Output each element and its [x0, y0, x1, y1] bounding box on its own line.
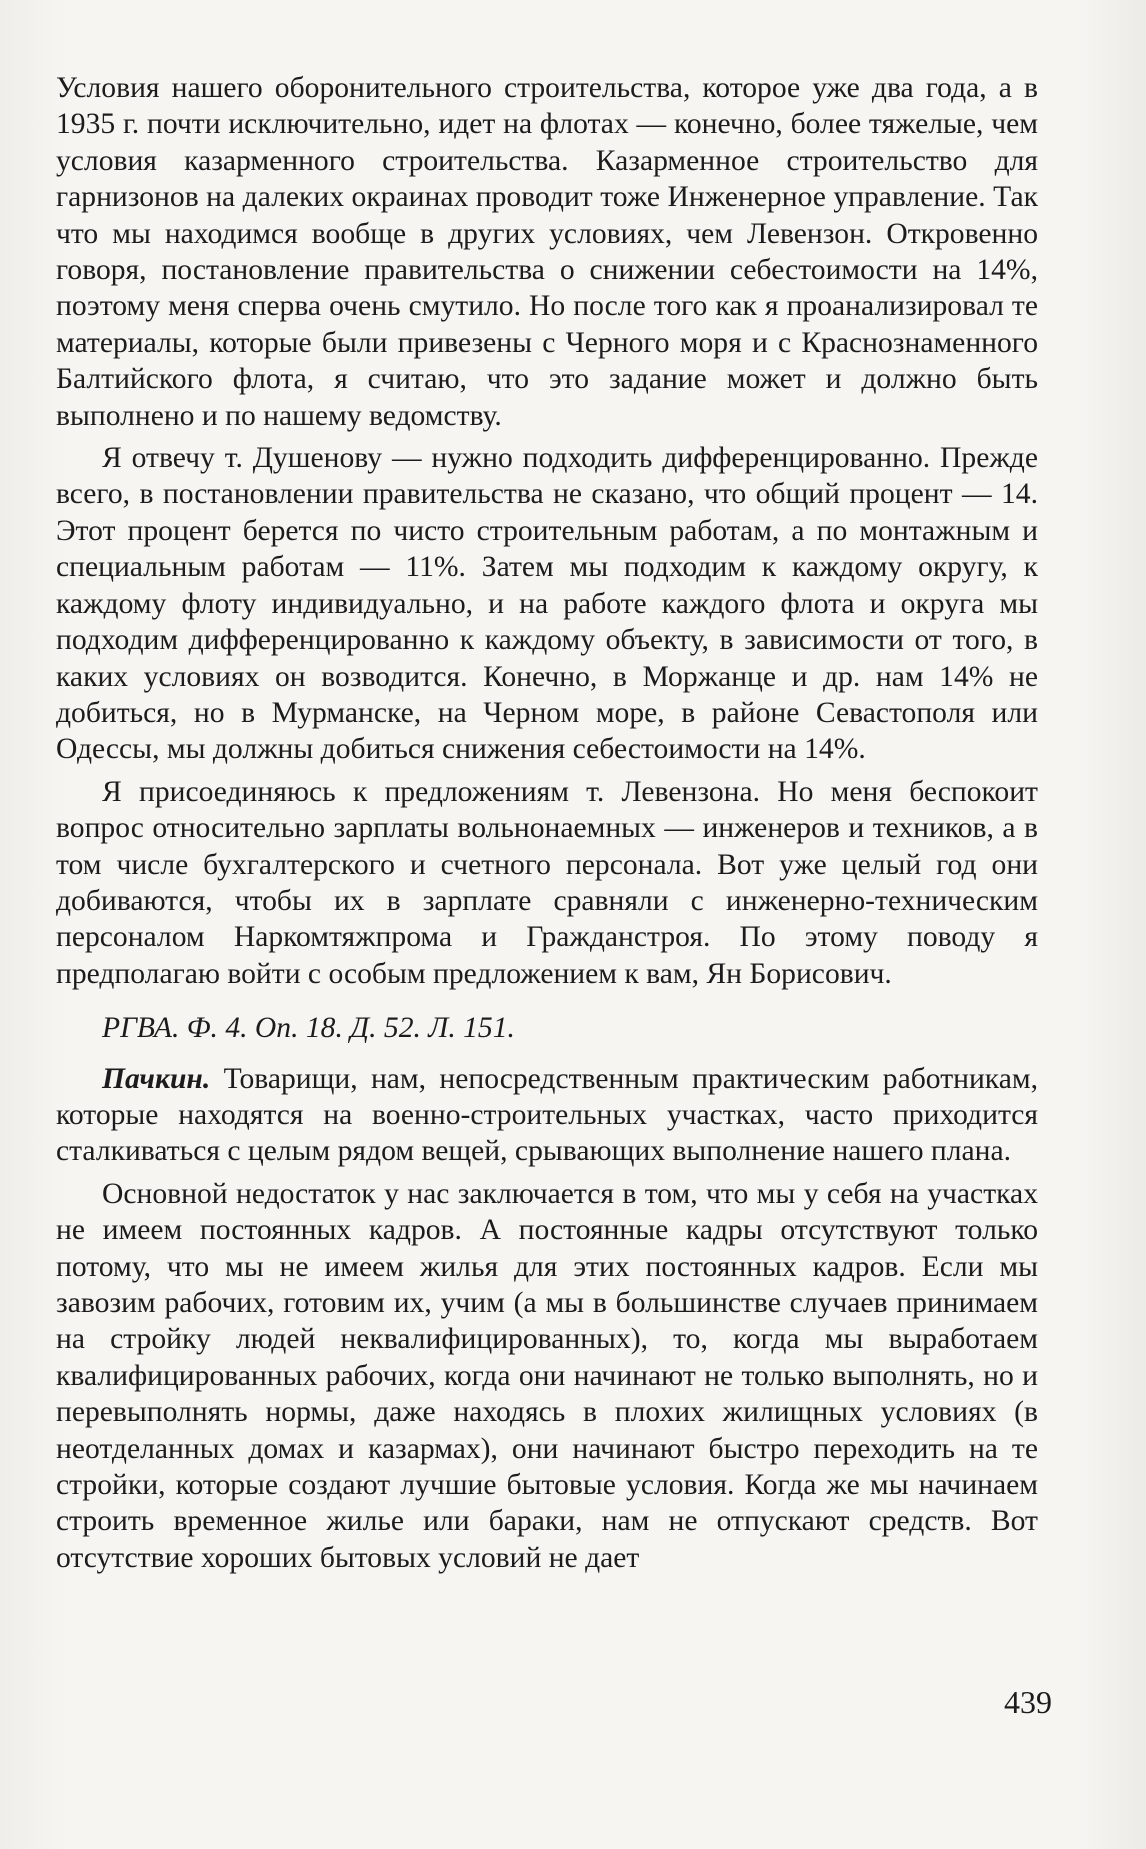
- paragraph-3: Я присоединяюсь к предложениям т. Левензона. Но меня беспокоит вопрос относительно зарплаты вольнонаемных — инженеров и техников, а в том числе бухгалтерского и счетного персонала. Вот уже целый год они добиваются, чтобы их в зарплате сравняли с инженерно-техническим персоналом Наркомтяжпрома и Гражданстроя. По этому поводу я предполагаю войти с особым предложением к вам, Ян Борисович.: [56, 775, 1038, 990]
- text-column: [56, 70, 1038, 1582]
- speaker-paragraph: [56, 1061, 1038, 1170]
- archive-reference: РГВА. Ф. 4. Оп. 18. Д. 52. Л. 151.: [102, 1012, 515, 1045]
- paragraph-closing: Основной недостаток у нас заключается в том, что мы у себя на участках не имеем постоянных кадров. А постоянные кадры отсутствуют только потому, что мы не имеем жилья для этих постоянных кадров. Если мы завозим рабочих, готовим их, учим (а мы в большинстве случаев принимаем на стройку людей неквалифицированных), то, когда мы выработаем квалифицированных рабочих, когда они начинают не только выполнять, но и перевыполнять нормы, даже находясь в плохих жилищных условиях (в неотделанных домах и казармах), они начинают быстро переходить на те стройки, которые создают лучшие бытовые условия. Когда же мы начинаем строить временное жилье или бараки, нам не отпускают средств. Вот отсутствие хороших бытовых условий не дает: [56, 1177, 1038, 1574]
- speaker-name: Пачкин.: [102, 1062, 211, 1095]
- page-number: 439: [1004, 1684, 1052, 1720]
- speaker-text: Товарищи, нам, непосредственным практическим работникам, которые находятся на военно-строительных участках, часто приходится сталкиваться с целым рядом вещей, срывающих выполнение нашего плана.: [56, 1062, 1038, 1168]
- paragraph-1: Условия нашего оборонительного строительства, которое уже два года, а в 1935 г. почти исключительно, идет на флотах — конечно, более тяжелые, чем условия казарменного строительства. Казарменное строительство для гарнизонов на далеких окраинах проводит тоже Инженерное управление. Так что мы находимся вообще в других условиях, чем Левензон. Откровенно говоря, постановление правительства о снижении себестоимости на 14%, поэтому меня сперва очень смутило. Но после того как я проанализировал те материалы, которые были привезены с Черного моря и с Краснознаменного Балтийского флота, я считаю, что это задание может и должно быть выполнено и по нашему ведомству.: [56, 72, 1038, 432]
- paragraph-2: Я отвечу т. Душенову — нужно подходить дифференцированно. Прежде всего, в постановлении правительства не сказано, что общий процент — 14. Этот процент берется по чисто строительным работам, а по монтажным и специальным работам — 11%. Затем мы подходим к каждому округу, к каждому флоту индивидуально, и на работе каждого флота и округа мы подходим дифференцированно к каждому объекту, в зависимости от того, в каких условиях он возводится. Конечно, в Моржанце и др. нам 14% не добиться, но в Мурманске, на Черном море, в районе Севастополя или Одессы, мы должны добиться снижения себестоимости на 14%.: [56, 442, 1038, 766]
